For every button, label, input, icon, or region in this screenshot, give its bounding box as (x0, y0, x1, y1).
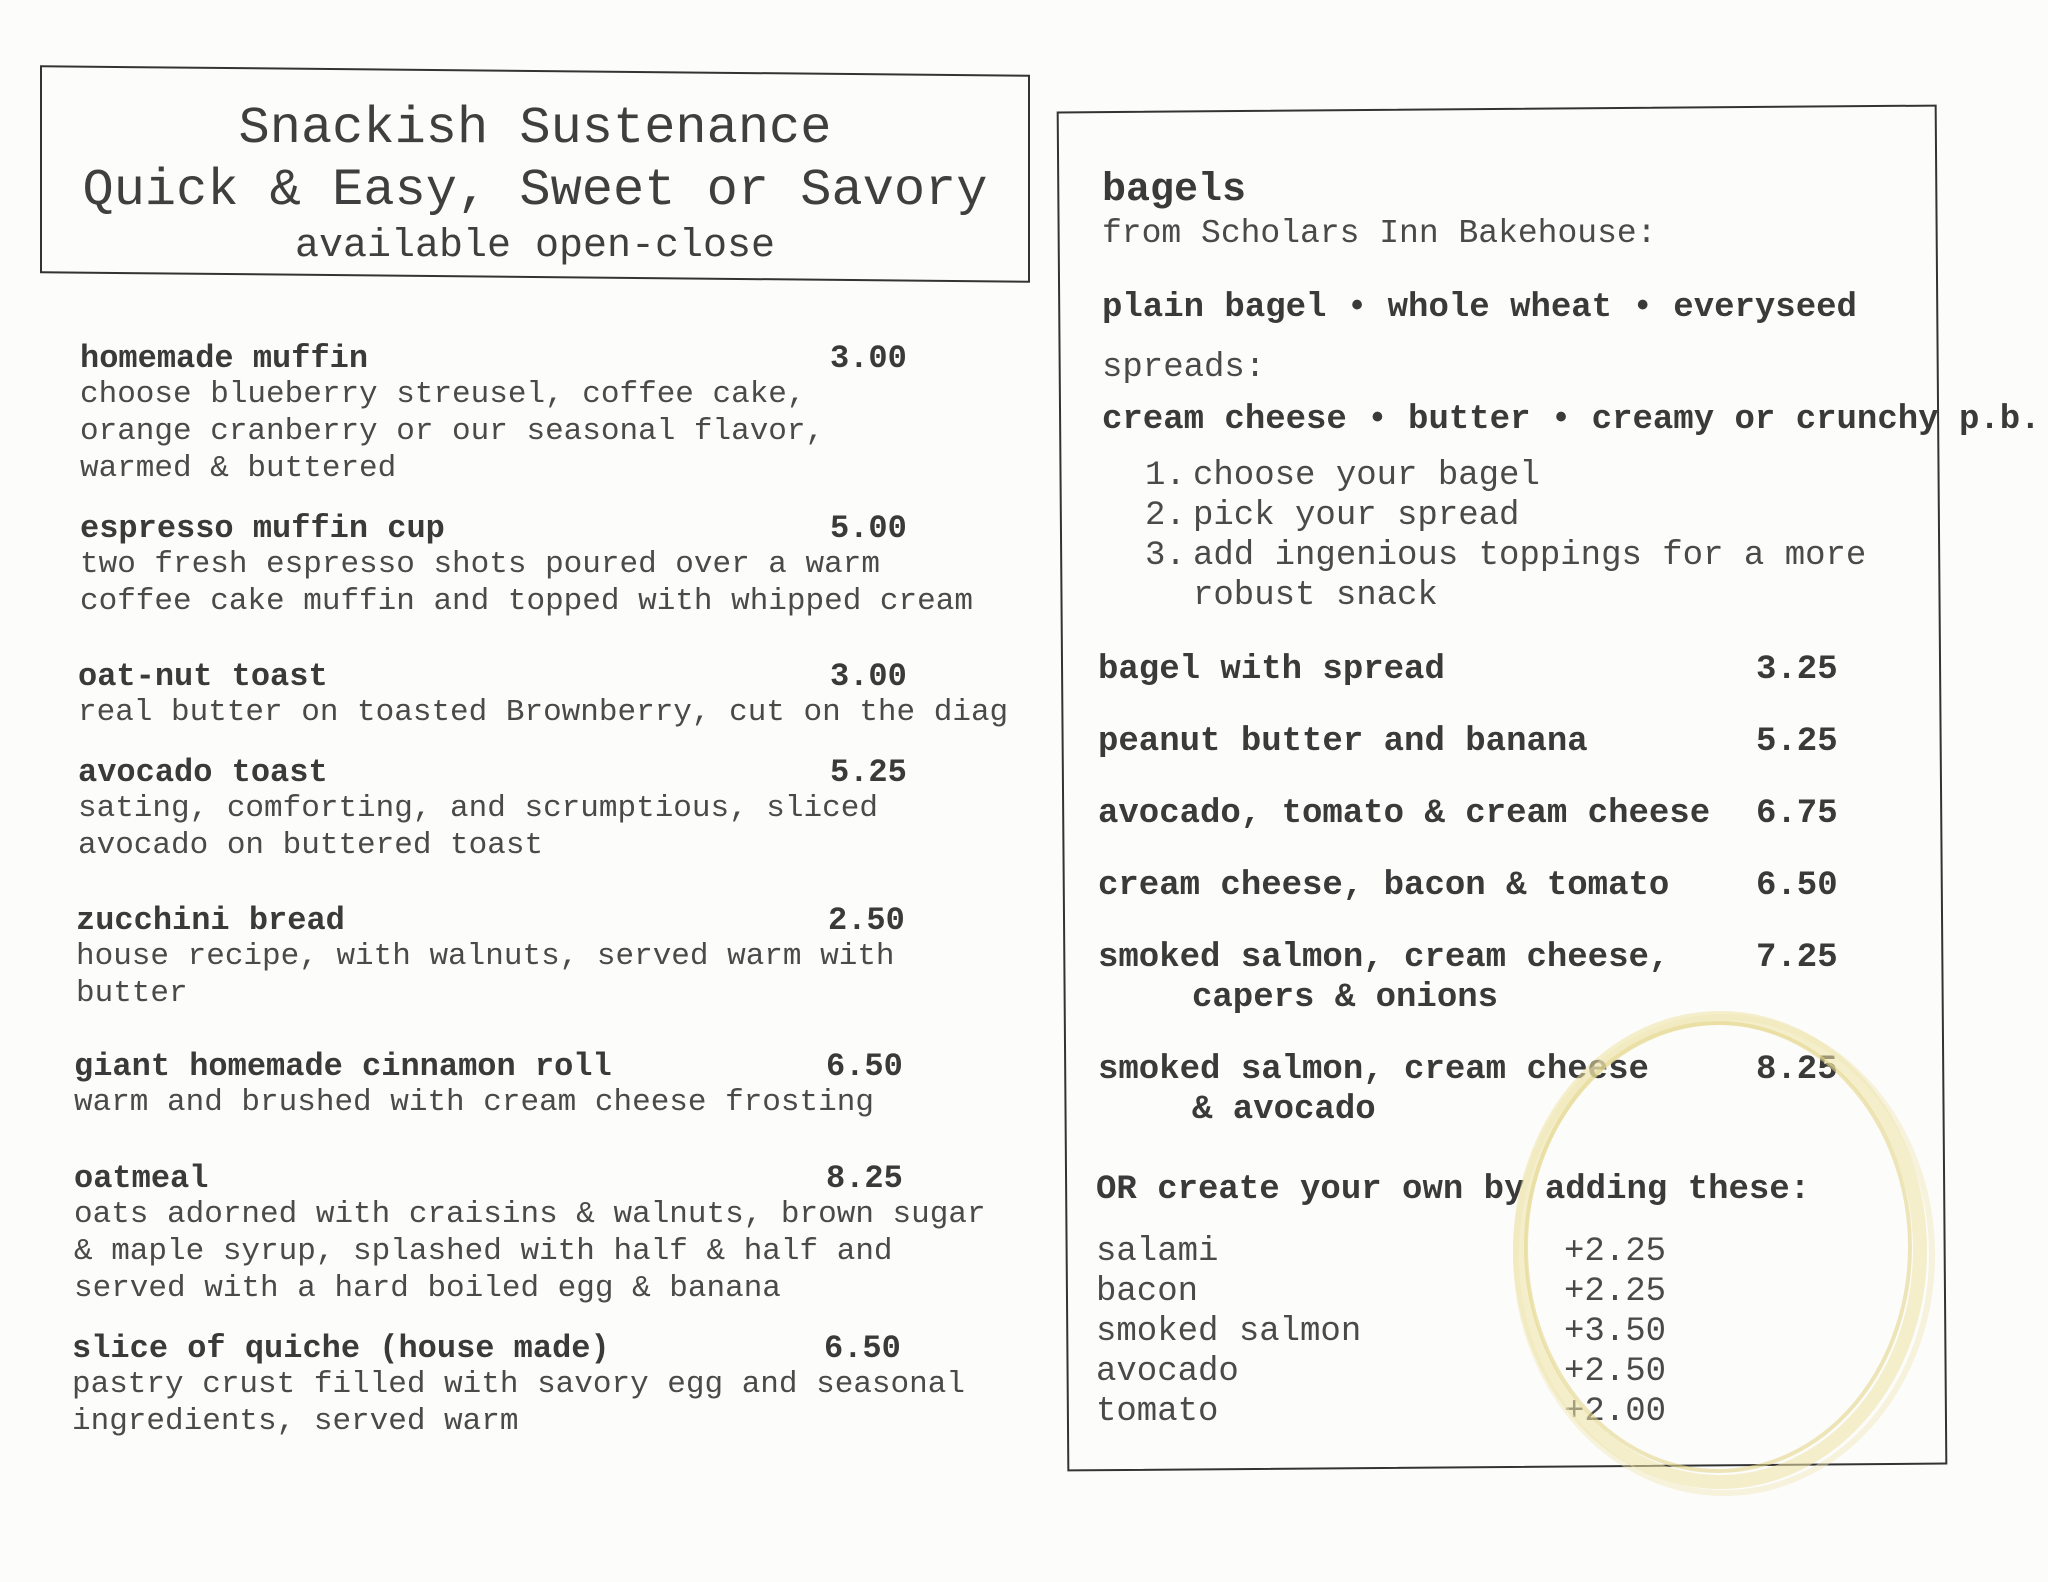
item-description: choose blueberry streusel, coffee cake, orange cranberry or our seasonal flavor, warmed & buttered (80, 377, 825, 486)
addon-price: +2.50 (1564, 1353, 1667, 1391)
menu-title: Snackish Sustenance (238, 99, 832, 158)
ordering-steps (1145, 456, 1866, 616)
bagel-item-name: smoked salmon, cream cheese, (1098, 939, 1670, 977)
step-text-continued: robust snack (1193, 577, 1438, 615)
bagel-item-name-continued: & avocado (1192, 1091, 1376, 1129)
item-description: house recipe, with walnuts, served warm with butter (76, 939, 895, 1011)
menu-availability: available open-close (294, 224, 776, 269)
item-description: real butter on toasted Brownberry, cut on the diag (78, 695, 1009, 730)
item-price: 3.00 (830, 658, 907, 695)
item-description: warm and brushed with cream cheese frosting (74, 1085, 874, 1120)
item-price: 8.25 (826, 1160, 903, 1197)
bagel-item-name: smoked salmon, cream cheese (1098, 1051, 1649, 1089)
item-price: 5.00 (830, 510, 907, 547)
addon-name: bacon (1096, 1273, 1199, 1311)
item-price: 6.50 (826, 1048, 903, 1085)
addon-price: +2.00 (1564, 1393, 1667, 1431)
bagel-item-price: 7.25 (1756, 939, 1838, 977)
item-name: zucchini bread (76, 902, 345, 939)
addon-name: tomato (1096, 1393, 1219, 1431)
item-name: slice of quiche (house made) (72, 1330, 610, 1367)
addon-name: salami (1096, 1233, 1219, 1271)
item-name: avocado toast (78, 754, 328, 791)
addon-name: avocado (1096, 1353, 1239, 1391)
bagel-item-name: cream cheese, bacon & tomato (1098, 867, 1670, 905)
bagels-heading: bagels (1102, 168, 1247, 213)
addon-name: smoked salmon (1096, 1313, 1362, 1351)
bagel-item-name: bagel with spread (1098, 651, 1445, 689)
step-text: pick your spread (1193, 497, 1520, 535)
step-number: 2. (1145, 497, 1186, 535)
step-item (1145, 456, 1866, 496)
menu-header (40, 98, 1030, 272)
step-item (1145, 536, 1866, 576)
bagel-item-name: avocado, tomato & cream cheese (1098, 795, 1711, 833)
bagel-item-price: 8.25 (1756, 1051, 1838, 1089)
item-description: oats adorned with craisins & walnuts, brown sugar & maple syrup, splashed with half & half and served with a hard boiled egg & banana (74, 1197, 986, 1306)
step-number: 3. (1145, 537, 1186, 575)
addon-price: +2.25 (1564, 1273, 1667, 1311)
menu-subtitle: Quick & Easy, Sweet or Savory (82, 161, 988, 220)
step-number: 1. (1145, 457, 1186, 495)
item-description: pastry crust filled with savory egg and seasonal ingredients, served warm (72, 1367, 965, 1439)
addons-heading: OR create your own by adding these: (1096, 1171, 1811, 1209)
bagel-item-name-continued: capers & onions (1192, 979, 1499, 1017)
step-item (1145, 496, 1866, 536)
addon-price: +2.25 (1564, 1233, 1667, 1271)
spread-options: cream cheese • butter • creamy or crunchy p.b. (1102, 401, 2041, 439)
addon-price: +3.50 (1564, 1313, 1667, 1351)
bagel-item-name: peanut butter and banana (1098, 723, 1588, 761)
item-price: 3.00 (830, 340, 907, 377)
bagel-types: plain bagel • whole wheat • everyseed (1102, 289, 1857, 327)
item-price: 2.50 (828, 902, 905, 939)
item-description: sating, comforting, and scrumptious, sliced avocado on buttered toast (78, 791, 878, 863)
item-price: 6.50 (824, 1330, 901, 1367)
item-price: 5.25 (830, 754, 907, 791)
bagel-item-price: 3.25 (1756, 651, 1838, 689)
spreads-label: spreads: (1102, 349, 1266, 387)
bagel-item-price: 5.25 (1756, 723, 1838, 761)
item-name: oat-nut toast (78, 658, 328, 695)
item-name: giant homemade cinnamon roll (74, 1048, 612, 1085)
item-name: espresso muffin cup (80, 510, 445, 547)
bagel-item-price: 6.50 (1756, 867, 1838, 905)
item-description: two fresh espresso shots poured over a warm coffee cake muffin and topped with whipped cream (80, 547, 973, 619)
step-text: choose your bagel (1193, 457, 1540, 495)
item-name: homemade muffin (80, 340, 369, 377)
bagels-source: from Scholars Inn Bakehouse: (1102, 215, 1657, 252)
bagel-item-price: 6.75 (1756, 795, 1838, 833)
item-name: oatmeal (74, 1160, 209, 1197)
step-text: add ingenious toppings for a more (1193, 537, 1867, 575)
